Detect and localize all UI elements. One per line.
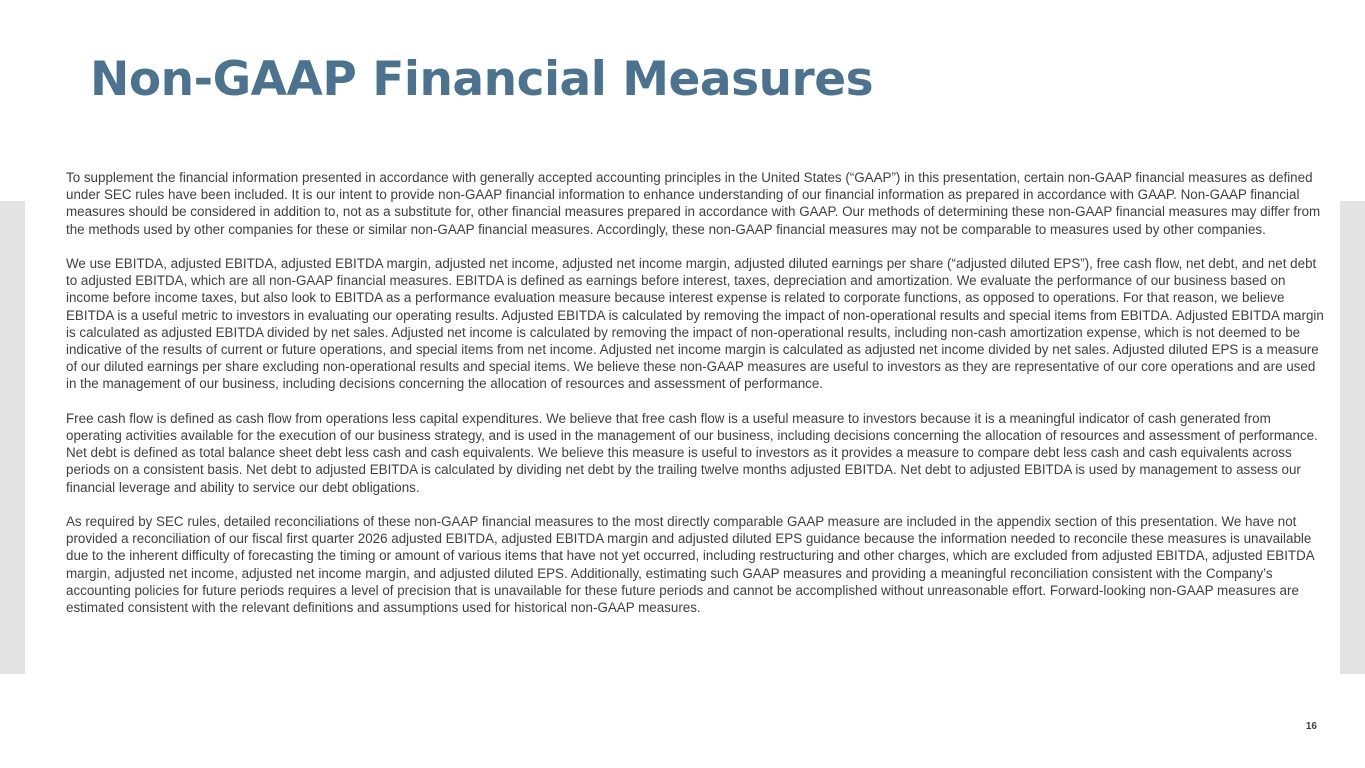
page-number: 16 (1305, 721, 1317, 732)
paragraph-gaap-supplement: To supplement the financial information presented in accordance with generally accepted accounting principles in the United States (“GAAP”) in this presentation, certain non-GAAP financial measures as defined under SEC rules have been included. It is our intent to provide non-GAAP financial information to enhance understanding of our financial information as prepared in accordance with GAAP. Non-GAAP financial measures should be considered in addition to, not as a substitute for, other financial measures prepared in accordance with GAAP. Our methods of determining these non-GAAP financial measures may differ from the methods used by other companies for these or similar non-GAAP financial measures. Accordingly, these non-GAAP financial measures may not be comparable to measures used by other companies. (66, 170, 1321, 237)
slide-title: Non-GAAP Financial Measures (90, 52, 874, 107)
paragraph-free-cash-flow: Free cash flow is defined as cash flow from operations less capital expenditures. We believe that free cash flow is a useful measure to investors because it is a meaningful indicator of cash generated from operating activities available for the execution of our business strategy, and is used in the management of our business, including decisions concerning the allocation of resources and assessment of performance. Net debt is defined as total balance sheet debt less cash and cash equivalents. We believe this measure is useful to investors as it provides a measure to compare debt less cash and cash equivalents across periods on a consistent basis. Net debt to adjusted EBITDA is calculated by dividing net debt by the trailing twelve months adjusted EBITDA. Net debt to adjusted EBITDA is used by management to assess our financial leverage and ability to service our debt obligations. (66, 410, 1318, 495)
paragraph-ebitda-definitions: We use EBITDA, adjusted EBITDA, adjusted EBITDA margin, adjusted net income, adjusted net income margin, adjusted diluted earnings per share (“adjusted diluted EPS”), free cash flow, net debt, and net debt to adjusted EBITDA, which are all non-GAAP financial measures. EBITDA is defined as earnings before interest, taxes, depreciation and amortization. We evaluate the performance of our business based on income before income taxes, but also look to EBITDA as a performance evaluation measure because interest expense is related to corporate functions, as opposed to operations. For that reason, we believe EBITDA is a useful metric to investors in evaluating our operating results. Adjusted EBITDA is calculated by removing the impact of non-operational results and special items from EBITDA. Adjusted EBITDA margin is calculated as adjusted EBITDA divided by net sales. Adjusted net income is calculated by removing the impact of non-operational results, including non-cash amortization expense, which is not deemed to be indicative of the results of current or future operations, and special items from net income. Adjusted net income margin is calculated as adjusted net income divided by net sales. Adjusted diluted EPS is a measure of our diluted earnings per share excluding non-operational results and special items. We believe these non-GAAP measures are useful to investors as they are representative of our core operations and are used in the management of our business, including decisions concerning the allocation of resources and assessment of performance. (66, 256, 1324, 392)
paragraph-reconciliations: As required by SEC rules, detailed reconciliations of these non-GAAP financial measures to the most directly comparable GAAP measure are included in the appendix section of this presentation. We have not provided a reconciliation of our fiscal first quarter 2026 adjusted EBITDA, adjusted EBITDA margin and adjusted diluted EPS guidance because the information needed to reconcile these measures is unavailable due to the inherent difficulty of forecasting the timing or amount of various items that have not yet occurred, including restructuring and other charges, which are excluded from adjusted EBITDA, adjusted EBITDA margin, adjusted net income, adjusted net income margin, and adjusted diluted EPS. Additionally, estimating such GAAP measures and providing a meaningful reconciliation consistent with the Company’s accounting policies for future periods requires a level of precision that is unavailable for these future periods and cannot be accomplished without unreasonable effort. Forward-looking non-GAAP measures are estimated consistent with the relevant definitions and assumptions used for historical non-GAAP measures. (66, 514, 1314, 616)
body-text (66, 169, 1328, 616)
